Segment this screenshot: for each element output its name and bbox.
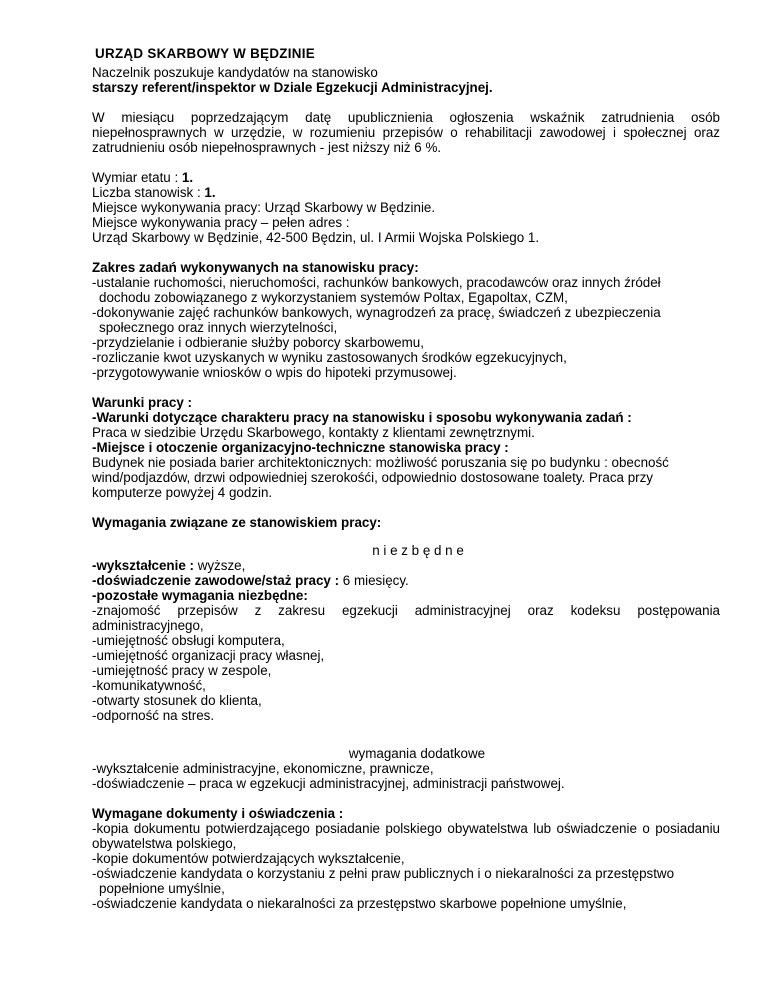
document-title: URZĄD SKARBOWY W BĘDZINIE — [95, 46, 316, 61]
zakres-heading: Zakres zadań wykonywanych na stanowisku pracy: — [92, 260, 419, 275]
wyksztalcenie-value: wyższe, — [197, 558, 246, 573]
doswiadczenie-line — [92, 573, 720, 588]
dodatkowe-item: -wykształcenie administracyjne, ekonomiczne, prawnicze, — [92, 761, 434, 776]
zakres-line: -przygotowywanie wniosków o wpis do hipoteki przymusowej. — [92, 365, 457, 380]
niezbedne-title: n i e z b ę d n e — [372, 543, 464, 558]
wymagania-section — [92, 515, 720, 806]
wymiar-etatu-line — [92, 170, 720, 185]
oswiadczenie-skarbowe: -oświadczenie kandydata o niekaralności za przestępstwo skarbowe popełnione umyślnie, — [92, 896, 627, 911]
warunki-subheading-otoczenie: -Miejsce i otoczenie organizacyjno-techniczne stanowiska pracy : — [92, 440, 509, 455]
intro-section — [92, 65, 720, 95]
pozostale-wymagania-label: -pozostałe wymagania niezbędne: — [92, 588, 308, 603]
requirement-item: -umiejętność obsługi komputera, — [92, 633, 285, 648]
zakres-section — [92, 260, 720, 380]
warunki-otoczenie-line: Budynek nie posiada barier architektonicznych: możliwość poruszania się po budynku : obecność — [92, 455, 669, 470]
employment-note: W miesiącu poprzedzającym datę upublicznienia ogłoszenia wskaźnik zatrudnienia osób niepełnosprawnych w urzędzie, w rozumieniu przepisów o rehabilitacji zawodowej i społecznej oraz zatrudnieniu osób niepełnosprawnych - jest niższy niż 6 %. — [92, 110, 720, 155]
intro-line: Naczelnik poszukuje kandydatów na stanowisko — [92, 65, 378, 80]
oswiadczenie-prawa-publiczne: -oświadczenie kandydata o korzystaniu z pełni praw publicznych i o niekaralności za przestępstwo — [92, 866, 675, 881]
warunki-heading: Warunki pracy : — [92, 395, 192, 410]
liczba-stanowisk-line — [92, 185, 720, 200]
dodatkowe-item: -doświadczenie – praca w egzekucji administracyjnej, administracji państwowej. — [92, 776, 565, 791]
details-section — [92, 170, 720, 245]
miejsce-pracy: Miejsce wykonywania pracy: Urząd Skarbowy w Będzinie. — [92, 200, 436, 215]
requirement-item: -otwarty stosunek do klienta, — [92, 693, 262, 708]
dokumenty-section — [92, 806, 720, 911]
adres-value: Urząd Skarbowy w Będzinie, 42-500 Będzin, ul. I Armii Wojska Polskiego 1. — [92, 230, 540, 245]
warunki-section — [92, 395, 720, 500]
wyksztalcenie-line — [92, 558, 720, 573]
zakres-line: -ustalanie ruchomości, nieruchomości, rachunków bankowych, pracodawców oraz innych źródeł — [92, 275, 661, 290]
warunki-charakter-text: Praca w siedzibie Urzędu Skarbowego, kontakty z klientami zewnętrznymi. — [92, 425, 535, 440]
requirement-item: -odporność na stres. — [92, 708, 215, 723]
liczba-stanowisk-label: Liczba stanowisk : — [92, 185, 205, 200]
doswiadczenie-value: 6 miesięcy. — [342, 573, 409, 588]
adres-label: Miejsce wykonywania pracy – pełen adres : — [92, 215, 350, 230]
dokumenty-heading: Wymagane dokumenty i oświadczenia : — [92, 806, 344, 821]
warunki-otoczenie-line: komputerze powyżej 4 godzin. — [92, 485, 273, 500]
requirement-item: -umiejętność organizacji pracy własnej, — [92, 648, 325, 663]
wymiar-etatu-label: Wymiar etatu : — [92, 170, 182, 185]
znajomosc-przepisow: -znajomość przepisów z zakresu egzekucji administracyjnej oraz kodeksu postępowania administracyjnego, — [92, 603, 720, 633]
zakres-line: -przydzielanie i odbieranie służby poborcy skarbowemu, — [92, 335, 424, 350]
document-page — [92, 46, 720, 911]
wyksztalcenie-label: -wykształcenie : — [92, 558, 198, 573]
requirement-item: -komunikatywność, — [92, 678, 206, 693]
wymiar-etatu-value: 1. — [181, 170, 194, 185]
liczba-stanowisk-value: 1. — [204, 185, 216, 200]
warunki-otoczenie-line: wind/podjazdów, drzwi odpowiedniej szerokośći, odpowiednio dostosowane toalety. Praca przy — [92, 470, 653, 485]
zakres-line: -rozliczanie kwot uzyskanych w wyniku zastosowanych środków egzekucyjnych, — [92, 350, 567, 365]
warunki-subheading-charakter: -Warunki dotyczące charakteru pracy na stanowisku i sposobu wykonywania zadań : — [92, 410, 632, 425]
dokument-obywatelstwo: -kopia dokumentu potwierdzającego posiadanie polskiego obywatelstwa lub oświadczenie o posiadaniu obywatelstwa polskiego, — [92, 821, 720, 851]
wymagania-heading: Wymagania związane ze stanowiskiem pracy: — [92, 515, 382, 530]
dodatkowe-title: wymagania dodatkowe — [348, 746, 486, 761]
requirement-item: -umiejętność pracy w zespole, — [92, 663, 272, 678]
zakres-line: -dokonywanie zajęć rachunków bankowych, wynagrodzeń za pracę, świadczeń z ubezpieczenia — [92, 305, 661, 320]
doswiadczenie-label: -doświadczenie zawodowe/staż pracy : — [92, 573, 343, 588]
dokument-wyksztalcenie: -kopie dokumentów potwierdzających wykształcenie, — [92, 851, 405, 866]
oswiadczenie-prawa-publiczne-cont: popełnione umyślnie, — [99, 881, 225, 896]
employment-note-section — [92, 110, 720, 155]
zakres-line: społecznego oraz innych wierzytelności, — [99, 320, 338, 335]
position-title: starszy referent/inspektor w Dziale Egzekucji Administracyjnej. — [92, 80, 493, 95]
zakres-line: dochodu zobowiązanego z wykorzystaniem systemów Poltax, Egapoltax, CZM, — [99, 290, 568, 305]
